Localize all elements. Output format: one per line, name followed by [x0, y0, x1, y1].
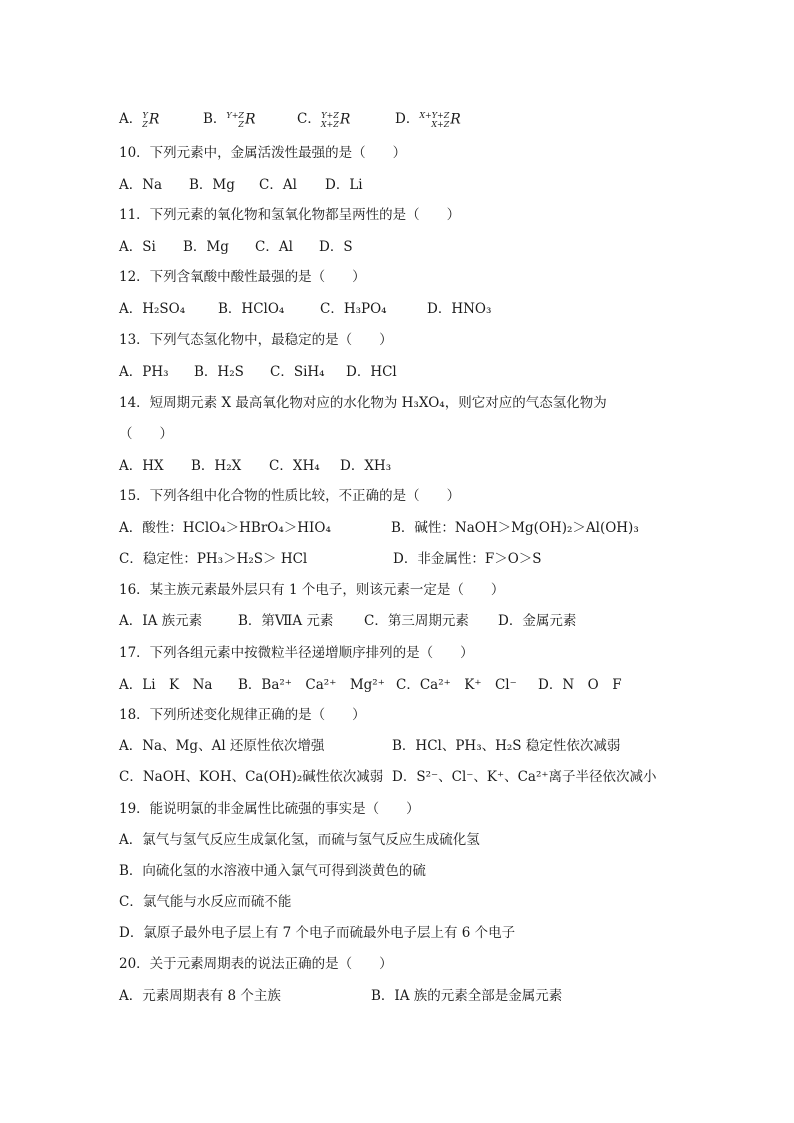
q13-option-c: C．SiH₄ [270, 364, 325, 380]
q18-option-b: B．HCl、PH₃、H₂S 稳定性依次减弱 [392, 738, 621, 754]
q19-option-c: C．氯气能与水反应而硫不能 [119, 894, 292, 910]
option-b: B．Y+Z ZR [203, 110, 256, 129]
q15-option-d: D．非金属性：F＞O＞S [393, 551, 542, 567]
question-11-stem: 11．下列元素的氧化物和氢氧化物都呈两性的是（ ） [119, 207, 461, 223]
q18-option-c: C．NaOH、KOH、Ca(OH)₂碱性依次减弱 [119, 769, 384, 785]
q10-option-d: D．Li [325, 177, 363, 193]
question-19-stem: 19．能说明氯的非金属性比硫强的事实是（ ） [119, 801, 420, 817]
q20-option-a: A．元素周期表有 8 个主族 [119, 988, 281, 1004]
q19-option-a: A．氯气与氢气反应生成氯化氢，而硫与氢气反应生成硫化氢 [119, 832, 480, 848]
option-c: C．Y+Z X+ZR [297, 110, 351, 129]
question-13-stem: 13．下列气态氢化物中，最稳定的是（ ） [119, 332, 393, 348]
q11-option-c: C．Al [255, 239, 293, 255]
q12-option-a: A．H₂SO₄ [119, 301, 186, 317]
q16-option-b: B．第ⅦA 元素 [238, 613, 334, 629]
q18-option-d: D．S²⁻、Cl⁻、K⁺、Ca²⁺离子半径依次减小 [392, 769, 657, 785]
q16-option-d: D．金属元素 [498, 613, 577, 629]
q17-option-b: B．Ba²⁺ Ca²⁺ Mg²⁺ [238, 677, 385, 693]
question-18-stem: 18．下列所述变化规律正确的是（ ） [119, 707, 366, 723]
question-14-stem-continued: （ ） [119, 426, 173, 442]
q10-option-a: A．Na [119, 177, 163, 193]
question-17-stem: 17．下列各组元素中按微粒半径递增顺序排列的是（ ） [119, 645, 474, 661]
q20-option-b: B．ⅠA 族的元素全部是金属元素 [371, 988, 563, 1004]
question-14-stem: 14．短周期元素 X 最高氧化物对应的水化物为 H₃XO₄，则它对应的气态氢化物为 [119, 395, 607, 411]
q16-option-a: A．ⅠA 族元素 [119, 613, 203, 629]
q17-option-c: C．Ca²⁺ K⁺ Cl⁻ [396, 677, 517, 693]
option-d: D．X+Y+Z X+ZR [395, 110, 461, 129]
q12-option-b: B．HClO₄ [218, 301, 285, 317]
q10-option-b: B．Mg [189, 177, 235, 193]
q19-option-b: B．向硫化氢的水溶液中通入氯气可得到淡黄色的硫 [119, 863, 426, 879]
question-12-stem: 12．下列含氧酸中酸性最强的是（ ） [119, 269, 366, 285]
question-20-stem: 20．关于元素周期表的说法正确的是（ ） [119, 956, 393, 972]
q19-option-d: D．氯原子最外电子层上有 7 个电子而硫最外电子层上有 6 个电子 [119, 925, 516, 941]
isotope-scripts: X+Y+Z X+Z [419, 110, 450, 129]
question-16-stem: 16．某主族元素最外层只有 1 个电子，则该元素一定是（ ） [119, 582, 505, 598]
q13-option-a: A．PH₃ [119, 364, 169, 380]
q12-option-c: C．H₃PO₄ [320, 301, 387, 317]
q11-option-d: D．S [319, 239, 353, 255]
q14-option-d: D．XH₃ [340, 458, 392, 474]
q12-option-d: D．HNO₃ [427, 301, 492, 317]
q18-option-a: A．Na、Mg、Al 还原性依次增强 [119, 738, 325, 754]
q14-option-c: C．XH₄ [269, 458, 320, 474]
q11-option-a: A．Si [119, 239, 156, 255]
q15-option-c: C．稳定性：PH₃＞H₂S＞ HCl [119, 551, 308, 567]
q16-option-c: C．第三周期元素 [364, 613, 469, 629]
q17-option-d: D．N O F [538, 677, 622, 693]
isotope-scripts: Y+Z Z [226, 110, 244, 129]
q11-option-b: B．Mg [183, 239, 229, 255]
isotope-scripts: Y Z [142, 110, 148, 129]
q14-option-a: A．HX [119, 458, 164, 474]
q13-option-b: B．H₂S [194, 364, 244, 380]
q15-option-a: A．酸性：HClO₄＞HBrO₄＞HIO₄ [119, 520, 331, 536]
q15-option-b: B．碱性：NaOH＞Mg(OH)₂＞Al(OH)₃ [391, 520, 639, 536]
question-15-stem: 15．下列各组中化合物的性质比较，不正确的是（ ） [119, 488, 461, 504]
q13-option-d: D．HCl [346, 364, 397, 380]
q10-option-c: C．Al [259, 177, 297, 193]
isotope-scripts: Y+Z X+Z [320, 110, 339, 129]
q17-option-a: A．Li K Na [119, 677, 213, 693]
question-10-stem: 10．下列元素中，金属活泼性最强的是（ ） [119, 145, 407, 161]
option-a: A．Y ZR [119, 110, 160, 129]
q14-option-b: B．H₂X [191, 458, 242, 474]
